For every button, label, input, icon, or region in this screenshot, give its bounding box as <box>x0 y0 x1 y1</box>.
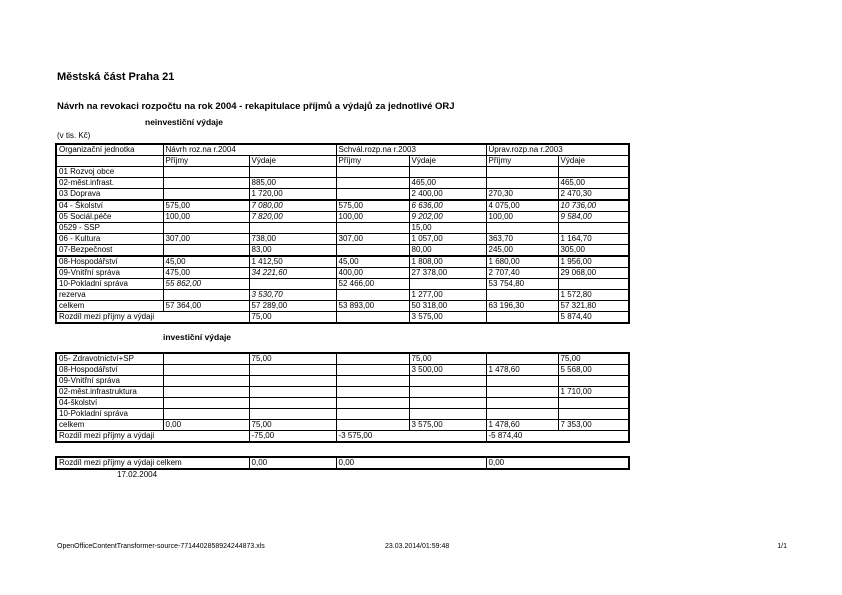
table-row <box>56 223 629 234</box>
column-header-vydaje-1: Výdaje <box>249 156 336 167</box>
row-label: 04 - Školství <box>56 200 163 212</box>
header-sub-row <box>56 156 629 167</box>
value-cell: 575,00 <box>336 200 409 212</box>
table-row <box>56 387 629 398</box>
row-label: 02-měst.infrast. <box>56 178 163 189</box>
footer-page-number: 1/1 <box>777 543 787 550</box>
invest-table-body <box>56 353 629 442</box>
value-cell <box>163 353 249 365</box>
row-label: 10-Pokladní správa <box>56 279 163 290</box>
difference-row <box>56 312 629 324</box>
value-cell: 7 080,00 <box>249 200 336 212</box>
difference-row <box>56 431 629 443</box>
value-cell: 10 736,00 <box>558 200 629 212</box>
value-cell: 3 500,00 <box>409 365 486 376</box>
value-cell: 34 221,60 <box>249 268 336 279</box>
row-label: 04-školství <box>56 398 163 409</box>
value-cell <box>558 398 629 409</box>
column-header-prijmy-2: Příjmy <box>336 156 409 167</box>
value-cell <box>486 398 558 409</box>
value-cell <box>249 223 336 234</box>
row-label: Rozdíl mezi příjmy a výdaji <box>56 312 249 324</box>
page-title: Městská část Praha 21 <box>57 71 175 83</box>
value-cell: 57 364,00 <box>163 301 249 312</box>
value-cell: 27 378,00 <box>409 268 486 279</box>
column-header-org-unit: Organizační jednotka <box>56 144 163 156</box>
value-cell <box>486 178 558 189</box>
difference-row <box>56 457 629 469</box>
value-cell <box>336 223 409 234</box>
column-header-schval-2003: Schvál.rozp.na r.2003 <box>336 144 486 156</box>
value-cell <box>409 387 486 398</box>
value-cell <box>163 178 249 189</box>
value-cell <box>163 223 249 234</box>
value-cell: 100,00 <box>336 212 409 223</box>
row-label: 10-Pokladní správa <box>56 409 163 420</box>
row-label: 09-Vnitřní správa <box>56 376 163 387</box>
row-label: 0529 - SSP <box>56 223 163 234</box>
value-cell <box>336 312 409 324</box>
section-label-noninvest: neinvestiční výdaje <box>145 117 223 127</box>
value-cell: 0,00 <box>486 457 629 469</box>
noninvest-table-body <box>56 167 629 324</box>
value-cell: 45,00 <box>163 256 249 268</box>
total-row <box>56 420 629 431</box>
value-cell <box>249 376 336 387</box>
value-cell: -3 575,00 <box>336 431 486 443</box>
value-cell: 738,00 <box>249 234 336 245</box>
value-cell: 9 584,00 <box>558 212 629 223</box>
value-cell: 1 057,00 <box>409 234 486 245</box>
page-subtitle: Návrh na revokaci rozpočtu na rok 2004 - rekapitulace příjmů a výdajů za jednotlivé ORJ <box>57 101 455 112</box>
value-cell: 75,00 <box>249 353 336 365</box>
noninvest-budget-table <box>55 143 630 324</box>
table-row <box>56 365 629 376</box>
value-cell: 400,00 <box>336 268 409 279</box>
value-cell <box>336 387 409 398</box>
value-cell: 52 466,00 <box>336 279 409 290</box>
row-label: 07-Bezpečnost <box>56 245 163 257</box>
invest-budget-table <box>55 352 630 443</box>
row-label: celkem <box>56 301 163 312</box>
value-cell <box>558 409 629 420</box>
value-cell: 475,00 <box>163 268 249 279</box>
value-cell <box>249 387 336 398</box>
column-header-uprav-2003: Úprav.rozp.na r.2003 <box>486 144 629 156</box>
value-cell <box>163 409 249 420</box>
value-cell: 465,00 <box>558 178 629 189</box>
value-cell <box>558 279 629 290</box>
row-label: 06 - Kultura <box>56 234 163 245</box>
value-cell: 55 862,00 <box>163 279 249 290</box>
value-cell <box>249 167 336 178</box>
table-row <box>56 245 629 257</box>
value-cell <box>163 398 249 409</box>
table-row <box>56 398 629 409</box>
value-cell: 3 575,00 <box>409 420 486 431</box>
footer-timestamp: 23.03.2014/01:59:48 <box>385 543 450 550</box>
value-cell: 100,00 <box>163 212 249 223</box>
value-cell <box>558 376 629 387</box>
value-cell <box>409 409 486 420</box>
value-cell: 75,00 <box>409 353 486 365</box>
value-cell: 1 956,00 <box>558 256 629 268</box>
value-cell <box>249 279 336 290</box>
column-header-vydaje-2: Výdaje <box>409 156 486 167</box>
value-cell <box>336 189 409 201</box>
value-cell <box>486 290 558 301</box>
value-cell: 1 808,00 <box>409 256 486 268</box>
value-cell <box>163 245 249 257</box>
table-row <box>56 178 629 189</box>
value-cell: 305,00 <box>558 245 629 257</box>
value-cell <box>486 223 558 234</box>
value-cell <box>409 279 486 290</box>
value-cell <box>486 167 558 178</box>
value-cell <box>249 409 336 420</box>
value-cell: 0,00 <box>249 457 336 469</box>
value-cell: 75,00 <box>249 420 336 431</box>
value-cell: 57 289,00 <box>249 301 336 312</box>
value-cell: 1 277,00 <box>409 290 486 301</box>
value-cell <box>486 312 558 324</box>
value-cell <box>336 365 409 376</box>
value-cell <box>558 223 629 234</box>
table-row <box>56 234 629 245</box>
value-cell: 9 202,00 <box>409 212 486 223</box>
row-label: rezerva <box>56 290 163 301</box>
value-cell: 15,00 <box>409 223 486 234</box>
row-label: Rozdíl mezi příjmy a výdaji <box>56 431 249 443</box>
value-cell: 75,00 <box>249 312 336 324</box>
value-cell <box>336 409 409 420</box>
value-cell: 5 874,40 <box>558 312 629 324</box>
value-cell <box>336 290 409 301</box>
column-header-prijmy-1: Příjmy <box>163 156 249 167</box>
value-cell: 53 754,80 <box>486 279 558 290</box>
value-cell: 465,00 <box>409 178 486 189</box>
value-cell: 57 321,80 <box>558 301 629 312</box>
column-header-prijmy-3: Příjmy <box>486 156 558 167</box>
page-footer <box>57 543 787 550</box>
value-cell: 307,00 <box>336 234 409 245</box>
value-cell <box>163 167 249 178</box>
footer-filename: OpenOfficeContentTransformer-source-7714402858924244873.xls <box>57 543 265 550</box>
value-cell: 3 575,00 <box>409 312 486 324</box>
value-cell <box>558 167 629 178</box>
value-cell: 6 636,00 <box>409 200 486 212</box>
column-header-navrh-2004: Návrh roz.na r.2004 <box>163 144 336 156</box>
value-cell <box>336 167 409 178</box>
value-cell <box>336 245 409 257</box>
value-cell <box>486 353 558 365</box>
table-row <box>56 279 629 290</box>
value-cell: 1 478,60 <box>486 365 558 376</box>
value-cell <box>486 376 558 387</box>
value-cell: 29 068,00 <box>558 268 629 279</box>
value-cell: 7 820,00 <box>249 212 336 223</box>
value-cell: 0,00 <box>336 457 486 469</box>
value-cell: 5 568,00 <box>558 365 629 376</box>
table-row <box>56 189 629 201</box>
value-cell: 1 164,70 <box>558 234 629 245</box>
value-cell: 1 572,80 <box>558 290 629 301</box>
value-cell <box>249 365 336 376</box>
value-cell <box>163 376 249 387</box>
value-cell: 53 893,00 <box>336 301 409 312</box>
value-cell: 0,00 <box>163 420 249 431</box>
value-cell <box>163 290 249 301</box>
row-label: Rozdíl mezi příjmy a výdaji celkem <box>56 457 249 469</box>
value-cell <box>336 398 409 409</box>
value-cell: 75,00 <box>558 353 629 365</box>
table-row <box>56 212 629 223</box>
value-cell <box>486 387 558 398</box>
column-header-empty <box>56 156 163 167</box>
table-row <box>56 256 629 268</box>
value-cell: 1 680,00 <box>486 256 558 268</box>
value-cell: 245,00 <box>486 245 558 257</box>
units-note: (v tis. Kč) <box>57 131 91 140</box>
value-cell: 1 478,60 <box>486 420 558 431</box>
value-cell <box>163 387 249 398</box>
value-cell <box>409 398 486 409</box>
row-label: 05- Zdravotnictví+SP <box>56 353 163 365</box>
value-cell: 2 400,00 <box>409 189 486 201</box>
value-cell <box>486 409 558 420</box>
summary-table-body <box>56 457 629 469</box>
table-row <box>56 409 629 420</box>
table-row <box>56 200 629 212</box>
summary-table <box>55 456 630 470</box>
header-group-row <box>56 144 629 156</box>
value-cell: 1 412,50 <box>249 256 336 268</box>
section-label-invest: investiční výdaje <box>163 332 232 342</box>
value-cell: 100,00 <box>486 212 558 223</box>
table-row <box>56 268 629 279</box>
value-cell: 2 470,30 <box>558 189 629 201</box>
value-cell: 45,00 <box>336 256 409 268</box>
value-cell <box>336 420 409 431</box>
row-label: 08-Hospodářství <box>56 365 163 376</box>
row-label: 01 Rozvoj obce <box>56 167 163 178</box>
value-cell: 83,00 <box>249 245 336 257</box>
document-date: 17.02.2004 <box>117 470 158 479</box>
table-row <box>56 290 629 301</box>
value-cell: 1 720,00 <box>249 189 336 201</box>
value-cell: 63 196,30 <box>486 301 558 312</box>
value-cell: 4 075,00 <box>486 200 558 212</box>
value-cell: -5 874,40 <box>486 431 629 443</box>
table-row <box>56 376 629 387</box>
value-cell: 7 353,00 <box>558 420 629 431</box>
value-cell: -75,00 <box>249 431 336 443</box>
row-label: celkem <box>56 420 163 431</box>
value-cell: 3 530,70 <box>249 290 336 301</box>
value-cell <box>336 376 409 387</box>
value-cell <box>249 398 336 409</box>
value-cell <box>163 189 249 201</box>
table-row <box>56 353 629 365</box>
row-label: 09-Vnitřní správa <box>56 268 163 279</box>
value-cell: 1 710,00 <box>558 387 629 398</box>
value-cell: 307,00 <box>163 234 249 245</box>
value-cell: 270,30 <box>486 189 558 201</box>
value-cell <box>336 178 409 189</box>
row-label: 03 Doprava <box>56 189 163 201</box>
value-cell: 575,00 <box>163 200 249 212</box>
value-cell: 363,70 <box>486 234 558 245</box>
value-cell <box>409 167 486 178</box>
column-header-vydaje-3: Výdaje <box>558 156 629 167</box>
total-row <box>56 301 629 312</box>
value-cell: 885,00 <box>249 178 336 189</box>
row-label: 05 Sociál.péče <box>56 212 163 223</box>
value-cell: 50 318,00 <box>409 301 486 312</box>
row-label: 02-měst.infrastruktura <box>56 387 163 398</box>
row-label: 08-Hospodářství <box>56 256 163 268</box>
value-cell: 2 707,40 <box>486 268 558 279</box>
value-cell <box>409 376 486 387</box>
table-row <box>56 167 629 178</box>
value-cell <box>163 365 249 376</box>
value-cell <box>336 353 409 365</box>
value-cell: 80,00 <box>409 245 486 257</box>
